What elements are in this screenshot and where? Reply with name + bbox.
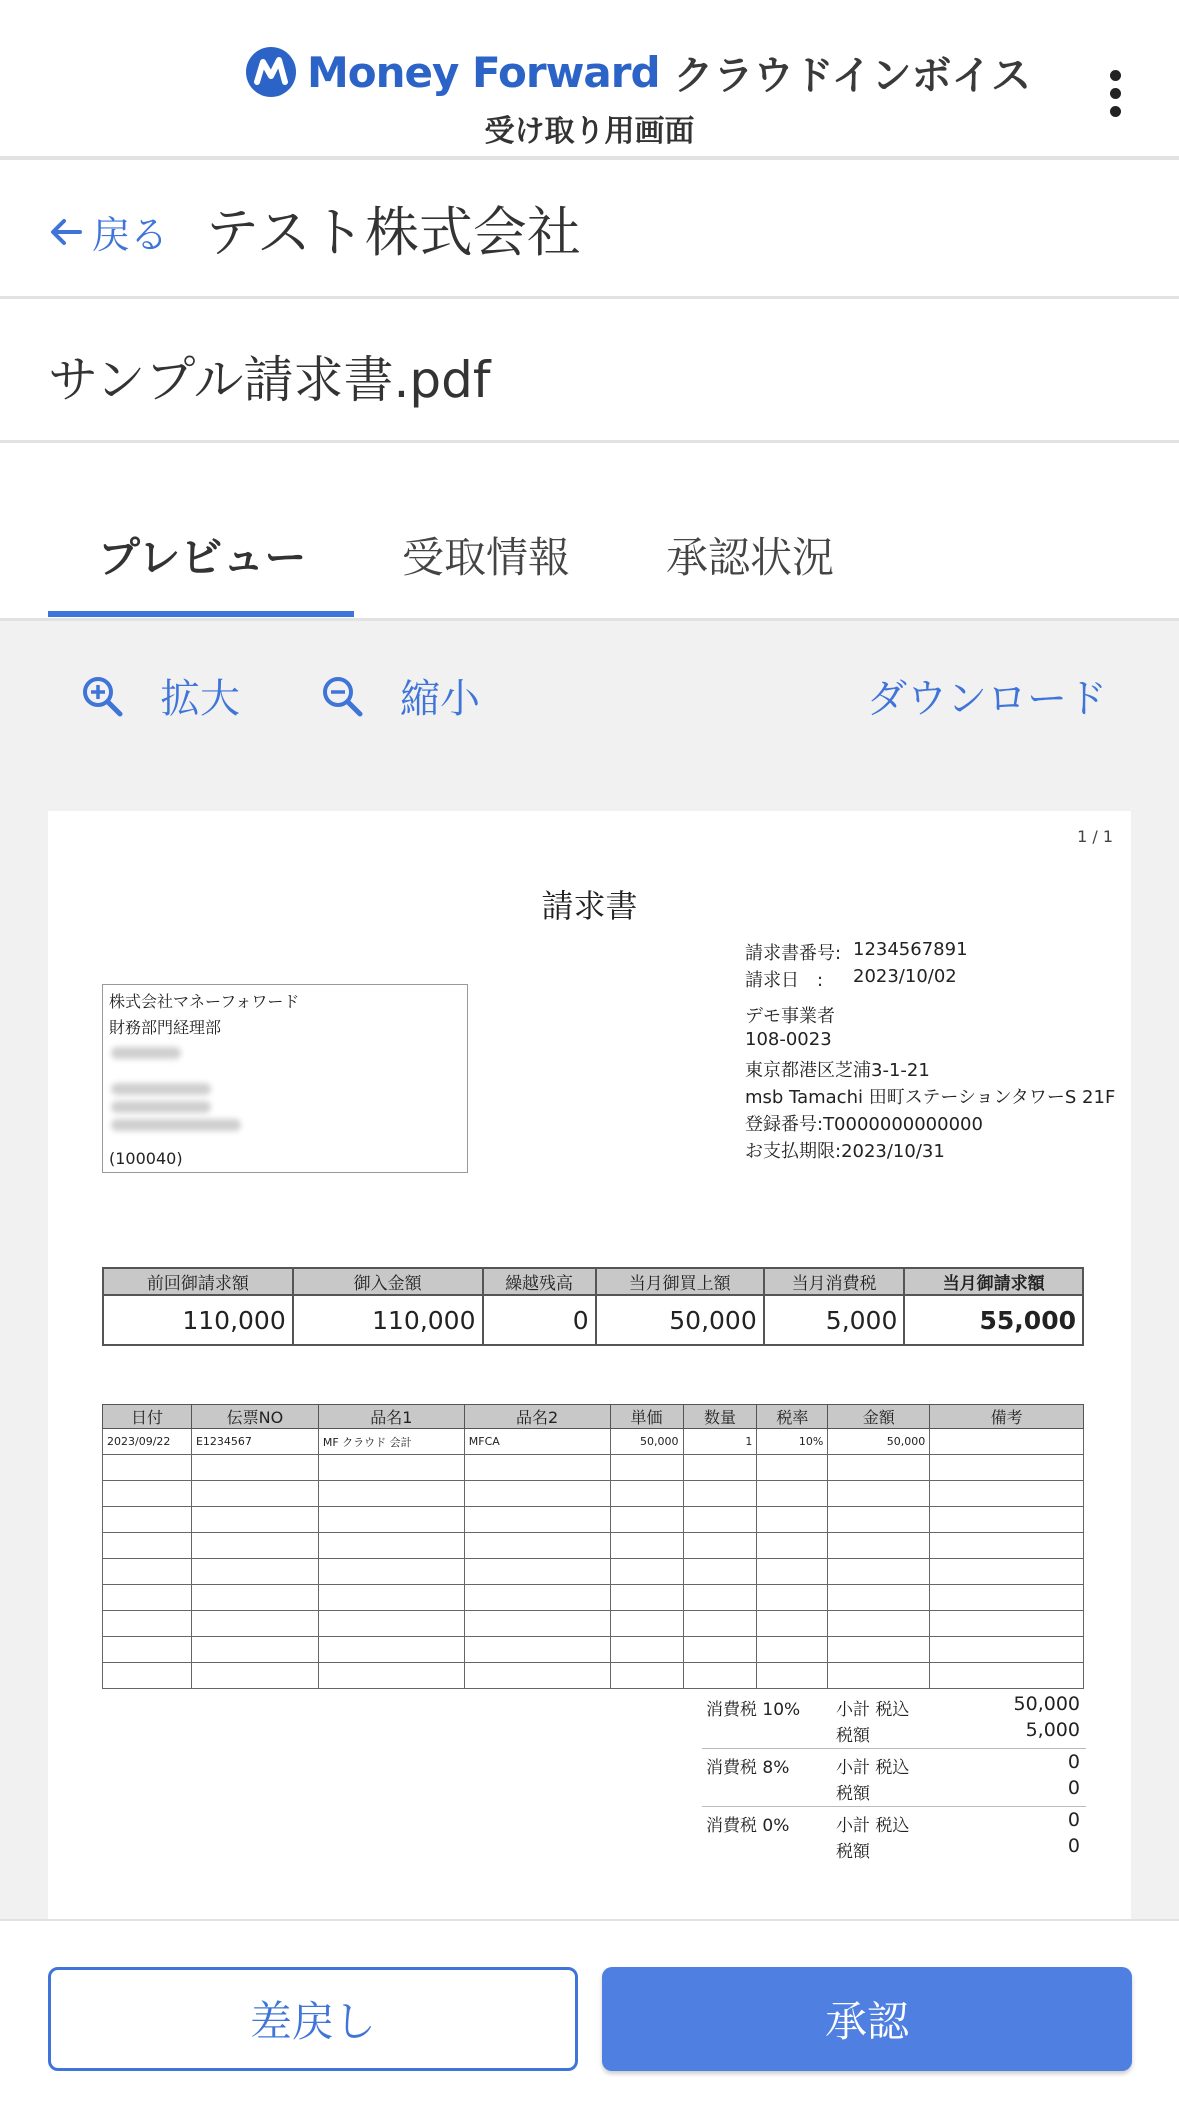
tax-group-8 xyxy=(702,1749,1086,1807)
back-label: 戻る xyxy=(92,213,169,257)
payment-due: お支払期限:2023/10/31 xyxy=(745,1141,945,1162)
brand-name: Money Forward xyxy=(307,47,660,97)
action-footer xyxy=(0,1919,1179,2128)
subtotal-label: 小計 税込 xyxy=(836,1758,910,1778)
details-header: 税率 xyxy=(757,1405,828,1429)
zoom-out-label: 縮小 xyxy=(400,676,480,722)
details-header-row xyxy=(103,1405,1084,1429)
reject-button[interactable]: 差戻し xyxy=(48,1967,578,2071)
issuer-address-2: msb Tamachi 田町ステーションタワーS 21F xyxy=(745,1087,1116,1108)
tab-bar xyxy=(0,443,1179,621)
summary-total-value: 55,000 xyxy=(904,1295,1083,1345)
table-row xyxy=(103,1481,1084,1507)
tax-rate-label: 消費税 8% xyxy=(706,1758,790,1778)
page-number: 1 / 1 xyxy=(1077,827,1113,846)
subtotal-label: 小計 税込 xyxy=(836,1816,910,1836)
details-header: 日付 xyxy=(103,1405,192,1429)
tax-amount-label: 税額 xyxy=(836,1784,870,1804)
app-header xyxy=(0,0,1179,160)
tax-group-0 xyxy=(702,1807,1086,1864)
tab-receipt-info[interactable]: 受取情報 xyxy=(402,533,571,582)
redacted-text xyxy=(111,1047,181,1059)
subtotal-value: 0 xyxy=(1067,1809,1080,1831)
logo xyxy=(245,42,1031,102)
recipient-department: 財務部門経理部 xyxy=(109,1018,222,1037)
summary-value: 50,000 xyxy=(596,1295,764,1345)
redacted-text xyxy=(111,1119,241,1131)
invoice-number-label: 請求書番号: xyxy=(745,943,842,964)
table-cell: 2023/09/22 xyxy=(103,1429,192,1455)
zoom-out-button[interactable] xyxy=(320,667,480,724)
table-row xyxy=(103,1533,1084,1559)
tax-amount-value: 0 xyxy=(1067,1835,1080,1857)
table-cell: MF クラウド 会計 xyxy=(318,1429,464,1455)
subtotal-value: 0 xyxy=(1067,1751,1080,1773)
issuer-postal: 108-0023 xyxy=(745,1029,832,1050)
zoom-out-icon xyxy=(320,674,364,718)
zoom-in-button[interactable] xyxy=(80,667,240,724)
tax-amount-value: 5,000 xyxy=(1025,1719,1080,1741)
tax-rate-label: 消費税 0% xyxy=(706,1816,790,1836)
table-cell: 10% xyxy=(757,1429,828,1455)
tab-approval-status[interactable]: 承認状況 xyxy=(666,533,835,582)
document-title: 請求書 xyxy=(541,887,638,925)
table-row xyxy=(103,1559,1084,1585)
details-header: 品名2 xyxy=(464,1405,610,1429)
summary-header: 前回御請求額 xyxy=(103,1268,293,1295)
tax-totals xyxy=(702,1691,1086,1864)
summary-header-row xyxy=(103,1268,1083,1295)
tax-amount-label: 税額 xyxy=(836,1726,870,1746)
registration-number: 登録番号:T0000000000000 xyxy=(745,1114,983,1135)
money-forward-logo-icon xyxy=(245,46,297,98)
table-cell: 50,000 xyxy=(828,1429,930,1455)
summary-header: 当月御買上額 xyxy=(596,1268,764,1295)
details-header: 数量 xyxy=(683,1405,757,1429)
tax-rate-label: 消費税 10% xyxy=(706,1700,801,1720)
recipient-code: (100040) xyxy=(109,1149,183,1168)
back-button[interactable] xyxy=(46,204,168,259)
tax-amount-label: 税額 xyxy=(836,1842,870,1862)
table-cell xyxy=(930,1429,1084,1455)
table-row xyxy=(103,1585,1084,1611)
details-header: 備考 xyxy=(930,1405,1084,1429)
table-row xyxy=(103,1637,1084,1663)
table-cell: MFCA xyxy=(464,1429,610,1455)
product-name: クラウドインボイス xyxy=(673,52,1032,99)
invoice-date-label: 請求日 : xyxy=(745,970,824,991)
summary-table xyxy=(102,1267,1084,1346)
invoice-document xyxy=(48,811,1131,1919)
tax-amount-value: 0 xyxy=(1067,1777,1080,1799)
invoice-date xyxy=(745,966,957,992)
file-name: サンプル請求書.pdf xyxy=(48,351,491,409)
details-header: 金額 xyxy=(828,1405,930,1429)
header-subtitle: 受け取り用画面 xyxy=(484,114,695,149)
zoom-in-label: 拡大 xyxy=(160,676,240,722)
redacted-text xyxy=(111,1083,211,1095)
summary-value-row xyxy=(103,1295,1083,1345)
invoice-date-value: 2023/10/02 xyxy=(853,966,957,987)
table-cell: 50,000 xyxy=(610,1429,683,1455)
recipient-company: 株式会社マネーフォワード xyxy=(109,992,300,1011)
recipient-address-box xyxy=(102,984,468,1173)
issuer-address-1: 東京都港区芝浦3-1-21 xyxy=(745,1060,930,1081)
details-header: 伝票NO xyxy=(191,1405,318,1429)
issuer-name: デモ事業者 xyxy=(745,1006,835,1027)
table-cell: E1234567 xyxy=(191,1429,318,1455)
table-row xyxy=(103,1663,1084,1689)
table-row xyxy=(103,1611,1084,1637)
page-title: テスト株式会社 xyxy=(205,201,581,264)
summary-value: 110,000 xyxy=(293,1295,483,1345)
table-row xyxy=(103,1507,1084,1533)
redacted-text xyxy=(111,1101,211,1113)
zoom-in-icon xyxy=(80,674,124,718)
subtotal-value: 50,000 xyxy=(1013,1693,1080,1715)
preview-area xyxy=(0,621,1179,1919)
summary-header: 当月御請求額 xyxy=(904,1268,1083,1295)
tab-preview[interactable]: プレビュー xyxy=(98,533,307,582)
summary-header: 御入金額 xyxy=(293,1268,483,1295)
nav-bar xyxy=(0,160,1179,299)
approve-button[interactable]: 承認 xyxy=(602,1967,1132,2071)
summary-value: 0 xyxy=(483,1295,596,1345)
details-table xyxy=(102,1404,1084,1689)
details-header: 品名1 xyxy=(318,1405,464,1429)
invoice-number xyxy=(745,939,968,965)
active-tab-indicator xyxy=(48,611,354,617)
summary-value: 5,000 xyxy=(764,1295,905,1345)
details-header: 単価 xyxy=(610,1405,683,1429)
table-row xyxy=(103,1455,1084,1481)
tax-group-10 xyxy=(702,1691,1086,1749)
subtotal-label: 小計 税込 xyxy=(836,1700,910,1720)
invoice-number-value: 1234567891 xyxy=(853,939,968,960)
more-menu-icon[interactable] xyxy=(1100,70,1130,130)
summary-value: 110,000 xyxy=(103,1295,293,1345)
summary-header: 繰越残高 xyxy=(483,1268,596,1295)
table-cell: 1 xyxy=(683,1429,757,1455)
arrow-left-icon xyxy=(46,212,86,252)
summary-header: 当月消費税 xyxy=(764,1268,905,1295)
download-button[interactable]: ダウンロード xyxy=(867,676,1107,722)
table-row xyxy=(103,1429,1084,1455)
file-row xyxy=(0,302,1179,443)
